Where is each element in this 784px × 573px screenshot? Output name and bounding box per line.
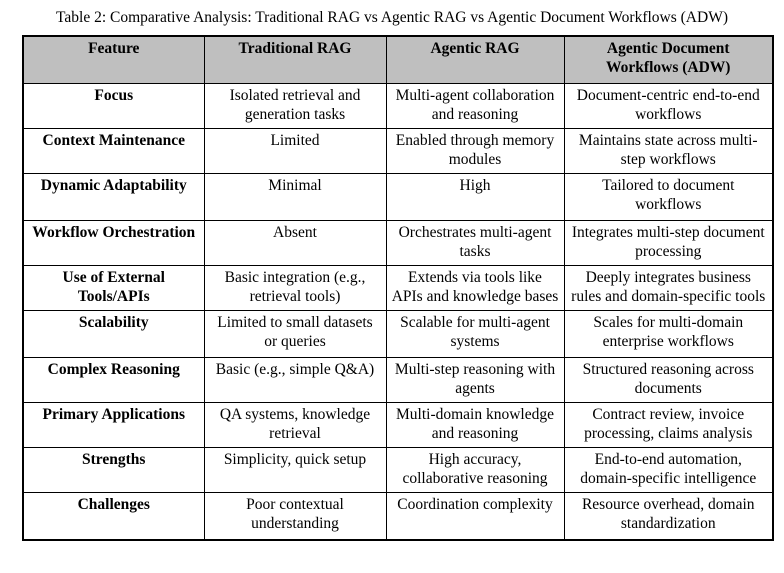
cell-feature: Context Maintenance bbox=[23, 129, 204, 174]
table-row-challenges bbox=[23, 493, 773, 541]
cell-adw: Integrates multi-step document processing bbox=[564, 221, 773, 266]
cell-feature: Workflow Orchestration bbox=[23, 221, 204, 266]
cell-traditional-rag: Limited bbox=[204, 129, 386, 174]
cell-agentic-rag: High accuracy, collaborative reasoning bbox=[386, 448, 564, 493]
table-row-workflow-orchestration bbox=[23, 221, 773, 266]
cell-adw: Structured reasoning across documents bbox=[564, 358, 773, 403]
cell-feature: Focus bbox=[23, 84, 204, 129]
table-row-strengths bbox=[23, 448, 773, 493]
header-row bbox=[23, 36, 773, 84]
cell-adw: Deeply integrates business rules and domain-specific tools bbox=[564, 266, 773, 311]
cell-agentic-rag: High bbox=[386, 174, 564, 221]
cell-adw: End-to-end automation, domain-specific intelligence bbox=[564, 448, 773, 493]
cell-traditional-rag: Limited to small datasets or queries bbox=[204, 311, 386, 358]
cell-feature: Scalability bbox=[23, 311, 204, 358]
cell-traditional-rag: Isolated retrieval and generation tasks bbox=[204, 84, 386, 129]
cell-traditional-rag: Poor contextual understanding bbox=[204, 493, 386, 541]
table-row-context-maintenance bbox=[23, 129, 773, 174]
cell-agentic-rag: Extends via tools like APIs and knowledge bases bbox=[386, 266, 564, 311]
cell-traditional-rag: QA systems, knowledge retrieval bbox=[204, 403, 386, 448]
cell-traditional-rag: Basic (e.g., simple Q&A) bbox=[204, 358, 386, 403]
cell-adw: Maintains state across multi-step workflows bbox=[564, 129, 773, 174]
cell-traditional-rag: Simplicity, quick setup bbox=[204, 448, 386, 493]
cell-agentic-rag: Coordination complexity bbox=[386, 493, 564, 541]
cell-feature: Primary Applications bbox=[23, 403, 204, 448]
table-row-external-tools bbox=[23, 266, 773, 311]
cell-adw: Resource overhead, domain standardization bbox=[564, 493, 773, 541]
table-row-scalability bbox=[23, 311, 773, 358]
table-caption: Table 2: Comparative Analysis: Traditional RAG vs Agentic RAG vs Agentic Document Workflows (ADW) bbox=[56, 9, 728, 26]
table-row-dynamic-adaptability bbox=[23, 174, 773, 221]
cell-feature: Use of External Tools/APIs bbox=[23, 266, 204, 311]
column-header-adw: Agentic Document Workflows (ADW) bbox=[564, 36, 773, 84]
table-row-focus bbox=[23, 84, 773, 129]
cell-agentic-rag: Multi-step reasoning with agents bbox=[386, 358, 564, 403]
cell-adw: Scales for multi-domain enterprise workflows bbox=[564, 311, 773, 358]
cell-feature: Challenges bbox=[23, 493, 204, 541]
cell-feature: Dynamic Adaptability bbox=[23, 174, 204, 221]
cell-agentic-rag: Enabled through memory modules bbox=[386, 129, 564, 174]
cell-traditional-rag: Basic integration (e.g., retrieval tools) bbox=[204, 266, 386, 311]
cell-adw: Tailored to document workflows bbox=[564, 174, 773, 221]
column-header-feature: Feature bbox=[23, 36, 204, 84]
cell-agentic-rag: Scalable for multi-agent systems bbox=[386, 311, 564, 358]
cell-traditional-rag: Minimal bbox=[204, 174, 386, 221]
cell-agentic-rag: Multi-domain knowledge and reasoning bbox=[386, 403, 564, 448]
cell-agentic-rag: Orchestrates multi-agent tasks bbox=[386, 221, 564, 266]
cell-adw: Document-centric end-to-end workflows bbox=[564, 84, 773, 129]
column-header-agentic-rag: Agentic RAG bbox=[386, 36, 564, 84]
cell-feature: Strengths bbox=[23, 448, 204, 493]
table-row-primary-applications bbox=[23, 403, 773, 448]
table-row-complex-reasoning bbox=[23, 358, 773, 403]
cell-agentic-rag: Multi-agent collaboration and reasoning bbox=[386, 84, 564, 129]
column-header-traditional-rag: Traditional RAG bbox=[204, 36, 386, 84]
cell-traditional-rag: Absent bbox=[204, 221, 386, 266]
comparison-table bbox=[22, 35, 774, 541]
cell-adw: Contract review, invoice processing, claims analysis bbox=[564, 403, 773, 448]
cell-feature: Complex Reasoning bbox=[23, 358, 204, 403]
